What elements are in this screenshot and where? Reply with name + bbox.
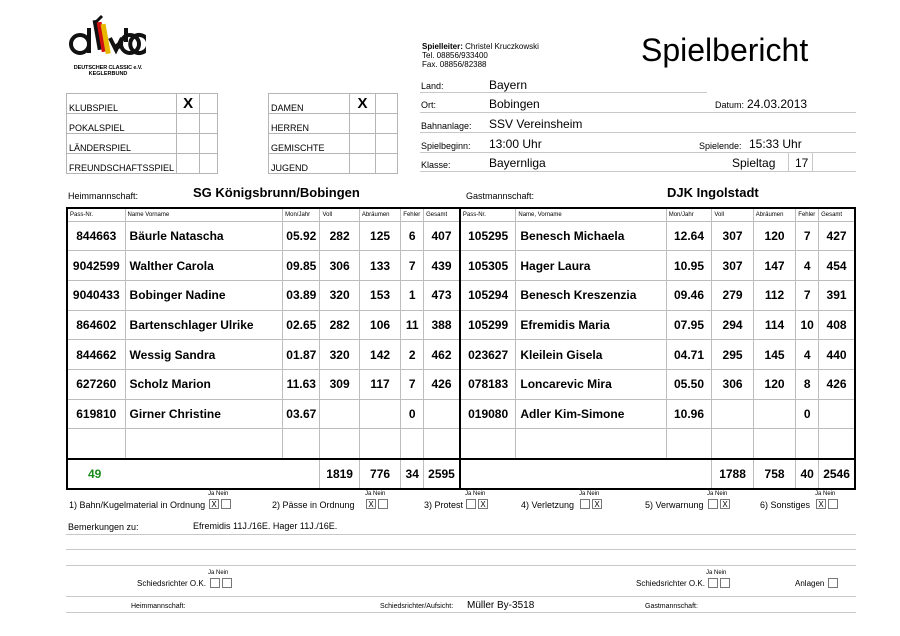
guest-player-cell: 408: [819, 310, 855, 340]
guest-player-cell: 120: [753, 369, 796, 399]
game-type-label: FREUNDSCHAFTSSPIEL: [67, 154, 177, 174]
guest-player-cell: 7: [796, 221, 819, 251]
home-player-cell: 0: [401, 399, 424, 429]
home-player-cell: 320: [320, 280, 359, 310]
home-player-cell: 7: [401, 251, 424, 281]
schiri-ok-right-ja-checkbox[interactable]: [708, 578, 718, 588]
game-type-blank-cell: [200, 114, 218, 134]
klasse-label: Klasse:: [421, 160, 451, 170]
spieltag-value: 17: [795, 156, 809, 170]
schiri-ok-left-ja-checkbox[interactable]: [210, 578, 220, 588]
guest-col-header: Voll: [712, 208, 753, 221]
schiri-ok-left-nein-checkbox[interactable]: [222, 578, 232, 588]
guest-total-cell: 40: [796, 459, 819, 489]
guest-col-header: Name, Vorname: [516, 208, 666, 221]
home-team-name: SG Königsbrunn/Bobingen: [193, 185, 360, 200]
home-player-cell: Girner Christine: [125, 399, 283, 429]
check-ja-checkbox[interactable]: [466, 499, 476, 509]
game-type-table: [66, 93, 218, 174]
ja-nein-header: Ja Nein: [707, 491, 728, 497]
spielleiter-tel: Tel. 08856/933400: [422, 51, 488, 60]
home-total-cell: 2595: [424, 459, 460, 489]
home-player-cell: 11: [401, 310, 424, 340]
heim-signature-label: Heimmannschaft:: [131, 603, 186, 610]
check-nein-checkbox[interactable]: [221, 499, 231, 509]
home-team-label: Heimmannschaft:: [68, 191, 139, 201]
spielleiter-block: [422, 42, 539, 69]
home-player-cell: 473: [424, 280, 460, 310]
home-player-cell: 844663: [67, 221, 125, 251]
check-nein-checkbox[interactable]: X: [592, 499, 602, 509]
home-player-cell: 439: [424, 251, 460, 281]
guest-player-cell: 294: [712, 310, 753, 340]
home-player-cell: 282: [320, 221, 359, 251]
guest-player-cell: Benesch Kreszenzia: [516, 280, 666, 310]
home-player-cell: [67, 429, 125, 459]
check-ja-checkbox[interactable]: X: [366, 499, 376, 509]
game-type-blank-cell: [200, 134, 218, 154]
home-player-cell: 282: [320, 310, 359, 340]
guest-total-cell: 758: [753, 459, 796, 489]
guest-player-cell: 07.95: [666, 310, 712, 340]
guest-player-cell: 7: [796, 280, 819, 310]
guest-player-cell: [460, 429, 516, 459]
remarks-label: Bemerkungen zu:: [68, 522, 139, 532]
guest-player-cell: Hager Laura: [516, 251, 666, 281]
game-type-blank-cell: [200, 154, 218, 174]
category-table: [268, 93, 398, 174]
guest-player-cell: 440: [819, 340, 855, 370]
game-type-label: LÄNDERSPIEL: [67, 134, 177, 154]
game-type-row: [67, 114, 218, 134]
category-label: GEMISCHTE: [269, 134, 350, 154]
player-row: [67, 280, 855, 310]
guest-player-cell: [712, 399, 753, 429]
guest-player-cell: 04.71: [666, 340, 712, 370]
guest-player-cell: 114: [753, 310, 796, 340]
guest-player-cell: 307: [712, 251, 753, 281]
guest-team-label: Gastmannschaft:: [466, 191, 535, 201]
game-type-label: POKALSPIEL: [67, 114, 177, 134]
home-player-cell: [424, 399, 460, 429]
guest-player-cell: 078183: [460, 369, 516, 399]
home-col-header: Pass-Nr.: [67, 208, 125, 221]
home-player-cell: [401, 429, 424, 459]
home-player-cell: 125: [359, 221, 400, 251]
guest-player-cell: Adler Kim-Simone: [516, 399, 666, 429]
home-player-cell: 133: [359, 251, 400, 281]
ja-nein-header: Ja Nein: [465, 491, 486, 497]
anlagen-label: Anlagen: [795, 579, 825, 588]
spielbeginn-label: Spielbeginn:: [421, 141, 471, 151]
guest-player-cell: 05.50: [666, 369, 712, 399]
guest-player-cell: [753, 429, 796, 459]
datum-value: 24.03.2013: [747, 97, 808, 111]
home-player-cell: 388: [424, 310, 460, 340]
home-player-cell: 462: [424, 340, 460, 370]
player-row: [67, 340, 855, 370]
check-nein-checkbox[interactable]: X: [478, 499, 488, 509]
guest-player-cell: [516, 429, 666, 459]
home-player-cell: [359, 399, 400, 429]
check-label: 3) Protest: [424, 500, 464, 510]
score-table: [66, 207, 856, 490]
guest-player-cell: [712, 429, 753, 459]
guest-player-cell: [753, 399, 796, 429]
category-row: [269, 114, 398, 134]
check-ja-checkbox[interactable]: [580, 499, 590, 509]
home-player-cell: Scholz Marion: [125, 369, 283, 399]
check-label: 5) Verwarnung: [645, 500, 704, 510]
guest-player-cell: [819, 399, 855, 429]
check-nein-checkbox[interactable]: [828, 499, 838, 509]
home-player-cell: 6: [401, 221, 424, 251]
player-row: [67, 429, 855, 459]
ort-label: Ort:: [421, 100, 436, 110]
guest-player-cell: 023627: [460, 340, 516, 370]
guest-col-header: Gesamt: [819, 208, 855, 221]
spielende-value: 15:33 Uhr: [749, 137, 802, 151]
guest-player-cell: 12.64: [666, 221, 712, 251]
guest-player-cell: 391: [819, 280, 855, 310]
check-label: 1) Bahn/Kugelmaterial in Ordnung: [69, 500, 206, 510]
home-total-cell: 34: [401, 459, 424, 489]
spielleiter-name: Christel Kruczkowski: [465, 42, 539, 51]
category-label: JUGEND: [269, 154, 350, 174]
ja-nein-header: Ja Nein: [579, 491, 600, 497]
home-player-cell: 1: [401, 280, 424, 310]
score-header-row: [67, 208, 855, 221]
guest-player-cell: 112: [753, 280, 796, 310]
ja-nein-header: Ja Nein: [815, 491, 836, 497]
category-row: [269, 94, 398, 114]
home-player-cell: 03.89: [283, 280, 320, 310]
player-row: [67, 399, 855, 429]
home-player-cell: 320: [320, 340, 359, 370]
home-player-cell: 844662: [67, 340, 125, 370]
player-row: [67, 310, 855, 340]
check-ja-checkbox[interactable]: [708, 499, 718, 509]
category-row: [269, 154, 398, 174]
guest-player-cell: 120: [753, 221, 796, 251]
guest-player-cell: 145: [753, 340, 796, 370]
page-title: Spielbericht: [641, 32, 809, 68]
home-player-cell: 407: [424, 221, 460, 251]
guest-player-cell: [819, 429, 855, 459]
dckb-logo: [66, 14, 146, 77]
category-mark[interactable]: [350, 134, 376, 154]
home-player-cell: [424, 429, 460, 459]
game-type-mark[interactable]: X: [177, 94, 200, 114]
game-type-label: KLUBSPIEL: [67, 94, 177, 114]
guest-player-cell: Loncarevic Mira: [516, 369, 666, 399]
schiri-signature-label: Schiedsrichter/Aufsicht:: [380, 603, 454, 610]
player-row: [67, 369, 855, 399]
guest-player-cell: 10.95: [666, 251, 712, 281]
guest-player-cell: 147: [753, 251, 796, 281]
home-player-cell: 106: [359, 310, 400, 340]
category-blank-cell: [376, 114, 398, 134]
check-label: 4) Verletzung: [521, 500, 575, 510]
home-player-cell: 05.92: [283, 221, 320, 251]
bowler-logo-icon: [66, 14, 146, 60]
home-player-cell: 03.67: [283, 399, 320, 429]
home-col-header: Name Vorname: [125, 208, 283, 221]
guest-col-header: Fehler: [796, 208, 819, 221]
schiri-ok-right-label: Schiedsrichter O.K.: [636, 579, 705, 588]
spielbeginn-value: 13:00 Uhr: [489, 137, 542, 151]
game-type-mark[interactable]: [177, 114, 200, 134]
home-player-cell: 02.65: [283, 310, 320, 340]
game-type-row: [67, 134, 218, 154]
guest-player-cell: 8: [796, 369, 819, 399]
home-player-cell: [283, 429, 320, 459]
home-player-cell: 2: [401, 340, 424, 370]
category-blank-cell: [376, 134, 398, 154]
guest-player-cell: 105299: [460, 310, 516, 340]
schiri-ok-left-label: Schiedsrichter O.K.: [137, 579, 206, 588]
home-col-header: Abräumen: [359, 208, 400, 221]
category-mark[interactable]: [350, 154, 376, 174]
guest-player-cell: 0: [796, 399, 819, 429]
home-player-cell: Bobinger Nadine: [125, 280, 283, 310]
home-player-cell: 306: [320, 251, 359, 281]
home-player-cell: 864602: [67, 310, 125, 340]
guest-total-cell: 2546: [819, 459, 855, 489]
datum-label: Datum:: [715, 100, 745, 110]
home-player-cell: Bartenschlager Ulrike: [125, 310, 283, 340]
home-player-cell: 426: [424, 369, 460, 399]
home-player-cell: 01.87: [283, 340, 320, 370]
home-player-cell: 627260: [67, 369, 125, 399]
check-label: 2) Pässe in Ordnung: [272, 500, 355, 510]
home-player-cell: Walther Carola: [125, 251, 283, 281]
home-col-header: Gesamt: [424, 208, 460, 221]
home-player-cell: 309: [320, 369, 359, 399]
guest-player-cell: 306: [712, 369, 753, 399]
guest-player-cell: 09.46: [666, 280, 712, 310]
guest-player-cell: Kleilein Gisela: [516, 340, 666, 370]
home-total-cell: 776: [359, 459, 400, 489]
guest-player-cell: 454: [819, 251, 855, 281]
player-row: [67, 221, 855, 251]
guest-player-cell: 427: [819, 221, 855, 251]
game-type-mark[interactable]: [177, 154, 200, 174]
land-label: Land:: [421, 81, 444, 91]
guest-player-cell: [666, 429, 712, 459]
guest-col-header: Pass-Nr.: [460, 208, 516, 221]
home-player-cell: 153: [359, 280, 400, 310]
home-player-cell: 9040433: [67, 280, 125, 310]
guest-player-cell: 10: [796, 310, 819, 340]
category-row: [269, 134, 398, 154]
home-player-cell: 619810: [67, 399, 125, 429]
home-player-cell: [125, 429, 283, 459]
guest-total-spacer: [460, 459, 712, 489]
category-mark[interactable]: X: [350, 94, 376, 114]
category-mark[interactable]: [350, 114, 376, 134]
category-label: DAMEN: [269, 94, 350, 114]
bahnanlage-value: SSV Vereinsheim: [489, 117, 583, 131]
guest-player-cell: 10.96: [666, 399, 712, 429]
check-nein-checkbox[interactable]: [378, 499, 388, 509]
home-col-header: Mon/Jahr: [283, 208, 320, 221]
guest-player-cell: 295: [712, 340, 753, 370]
ja-nein-header: Ja Nein: [208, 491, 229, 497]
home-player-count: 49: [67, 459, 320, 489]
guest-player-cell: [796, 429, 819, 459]
guest-col-header: Mon/Jahr: [666, 208, 712, 221]
anlagen-checkbox[interactable]: [828, 578, 838, 588]
home-player-cell: 117: [359, 369, 400, 399]
gast-signature-label: Gastmannschaft:: [645, 603, 698, 610]
spielende-label: Spielende:: [699, 141, 742, 151]
category-blank-cell: [376, 94, 398, 114]
guest-player-cell: 279: [712, 280, 753, 310]
category-label: HERREN: [269, 114, 350, 134]
guest-player-cell: 307: [712, 221, 753, 251]
ja-nein-header: Ja Nein: [365, 491, 386, 497]
home-player-cell: [320, 429, 359, 459]
land-value: Bayern: [489, 78, 528, 92]
schiri-signature-name: Müller By-3518: [467, 600, 535, 611]
guest-player-cell: 105305: [460, 251, 516, 281]
home-player-cell: 7: [401, 369, 424, 399]
guest-player-cell: Efremidis Maria: [516, 310, 666, 340]
player-row: [67, 251, 855, 281]
check-ja-checkbox[interactable]: X: [209, 499, 219, 509]
guest-total-cell: 1788: [712, 459, 753, 489]
klasse-value: Bayernliga: [489, 156, 546, 170]
check-nein-checkbox[interactable]: X: [720, 499, 730, 509]
totals-row: [67, 459, 855, 489]
logo-line2: KEGLERBUND: [88, 71, 128, 77]
home-player-cell: Bäurle Natascha: [125, 221, 283, 251]
home-player-cell: 9042599: [67, 251, 125, 281]
home-player-cell: 11.63: [283, 369, 320, 399]
guest-player-cell: 105294: [460, 280, 516, 310]
bahnanlage-label: Bahnanlage:: [421, 121, 472, 131]
home-player-cell: 142: [359, 340, 400, 370]
guest-player-cell: 4: [796, 251, 819, 281]
guest-player-cell: 105295: [460, 221, 516, 251]
logo-line1: DEUTSCHER CLASSIC e.V.: [73, 65, 143, 71]
home-col-header: Voll: [320, 208, 359, 221]
guest-team-name: DJK Ingolstadt: [667, 185, 759, 200]
spieltag-label: Spieltag: [732, 156, 776, 170]
spielleiter-fax: Fax. 08856/82388: [422, 60, 487, 69]
home-player-cell: [320, 399, 359, 429]
game-type-mark[interactable]: [177, 134, 200, 154]
footer-ja-nein-right: Ja Nein: [706, 570, 727, 576]
ort-value: Bobingen: [489, 97, 540, 111]
guest-player-cell: 4: [796, 340, 819, 370]
guest-col-header: Abräumen: [753, 208, 796, 221]
game-type-row: [67, 94, 218, 114]
home-player-cell: 09.85: [283, 251, 320, 281]
home-col-header: Fehler: [401, 208, 424, 221]
game-type-row: [67, 154, 218, 174]
footer-ja-nein-left: Ja Nein: [208, 570, 229, 576]
check-label: 6) Sonstiges: [760, 500, 811, 510]
check-ja-checkbox[interactable]: X: [816, 499, 826, 509]
spielleiter-label: Spielleiter:: [422, 42, 463, 51]
guest-player-cell: Benesch Michaela: [516, 221, 666, 251]
guest-player-cell: 019080: [460, 399, 516, 429]
home-player-cell: Wessig Sandra: [125, 340, 283, 370]
category-blank-cell: [376, 154, 398, 174]
home-total-cell: 1819: [320, 459, 359, 489]
remarks-text: Efremidis 11J./16E. Hager 11J./16E.: [193, 521, 338, 531]
game-type-blank-cell: [200, 94, 218, 114]
home-player-cell: [359, 429, 400, 459]
schiri-ok-right-nein-checkbox[interactable]: [720, 578, 730, 588]
guest-player-cell: 426: [819, 369, 855, 399]
